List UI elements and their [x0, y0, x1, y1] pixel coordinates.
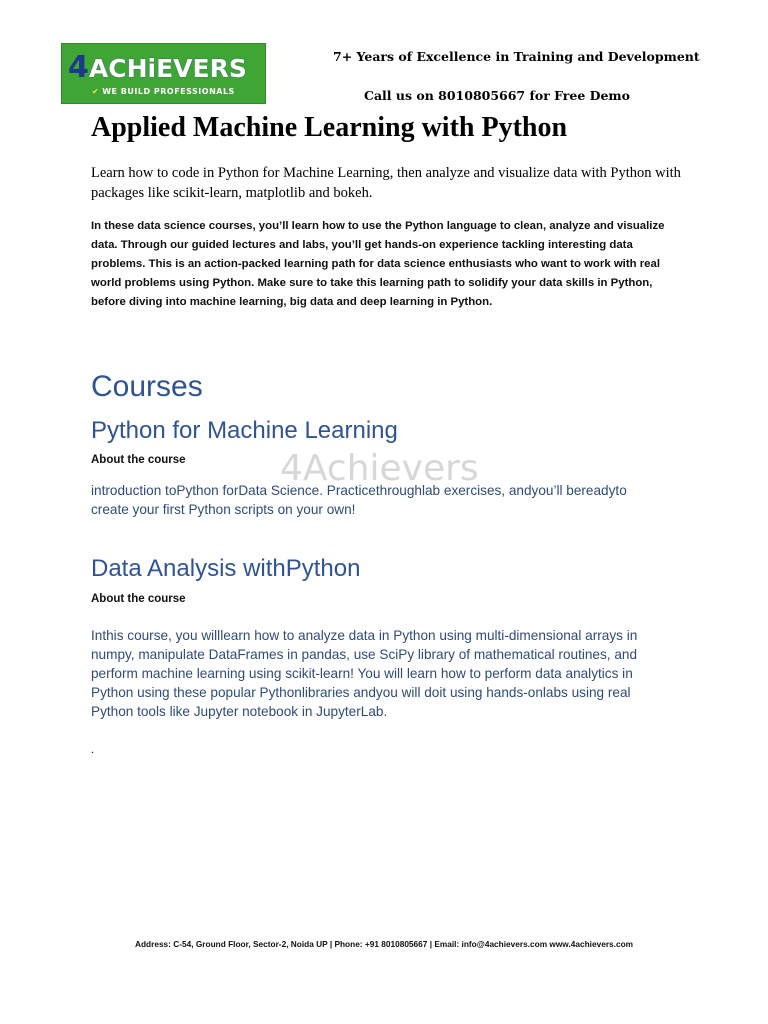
course-title: Python for Machine Learning: [91, 417, 398, 444]
logo-number: 4: [68, 50, 89, 85]
logo-wordmark: [68, 50, 263, 85]
summary-paragraph: In these data science courses, you’ll learn how to use the Python language to clean, analyze and visualize data. Through our guided lectures and labs, you’ll get hands-on experience tackling interesting data problems. This is an action-packed learning path for data science enthusiasts who want to work with real world problems using Python. Make sure to take this learning path to solidify your data skills in Python, before diving into machine learning, big data and deep learning in Python.: [91, 220, 665, 308]
company-logo: [61, 43, 266, 104]
course-about-label: About the course: [91, 593, 186, 605]
page-title: Applied Machine Learning with Python: [91, 112, 568, 143]
logo-tagline: [92, 86, 235, 98]
check-icon: ✔: [92, 87, 100, 96]
courses-heading: Courses: [91, 370, 203, 403]
trailing-dot: .: [91, 742, 94, 756]
intro-paragraph: Learn how to code in Python for Machine Learning, then analyze and visualize data with Python with packages like scikit-learn, matplotlib and bokeh.: [91, 165, 681, 201]
course-about-label: About the course: [91, 454, 186, 466]
header-years: 7+ Years of Excellence in Training and Development: [333, 49, 700, 64]
logo-tagline-text: WE BUILD PROFESSIONALS: [102, 87, 235, 96]
course-description: Inthis course, you willlearn how to analyze data in Python using multi-dimensional arrays in numpy, manipulate DataFrames in pandas, use SciPy library of mathematical routines, and perform machine learning using scikit-learn! You will learn how to perform data analytics in Python using these popular Pythonlibraries andyou will doit using hands-onlabs using real Python tools like Jupyter notebook in JupyterLab.: [91, 628, 638, 719]
watermark: 4Achievers: [280, 448, 479, 489]
course-description: introduction toPython forData Science. Practicethroughlab exercises, andyou’ll bereadyto create your first Python scripts on your own!: [91, 483, 627, 517]
footer-contact: Address: C-54, Ground Floor, Sector-2, Noida UP | Phone: +91 8010805667 | Email: info@4achievers.com www.4achievers.com: [134, 939, 634, 949]
header-call: Call us on 8010805667 for Free Demo: [364, 88, 630, 103]
logo-name: ACHiEVERS: [88, 54, 247, 83]
course-title: Data Analysis withPython: [91, 555, 361, 582]
